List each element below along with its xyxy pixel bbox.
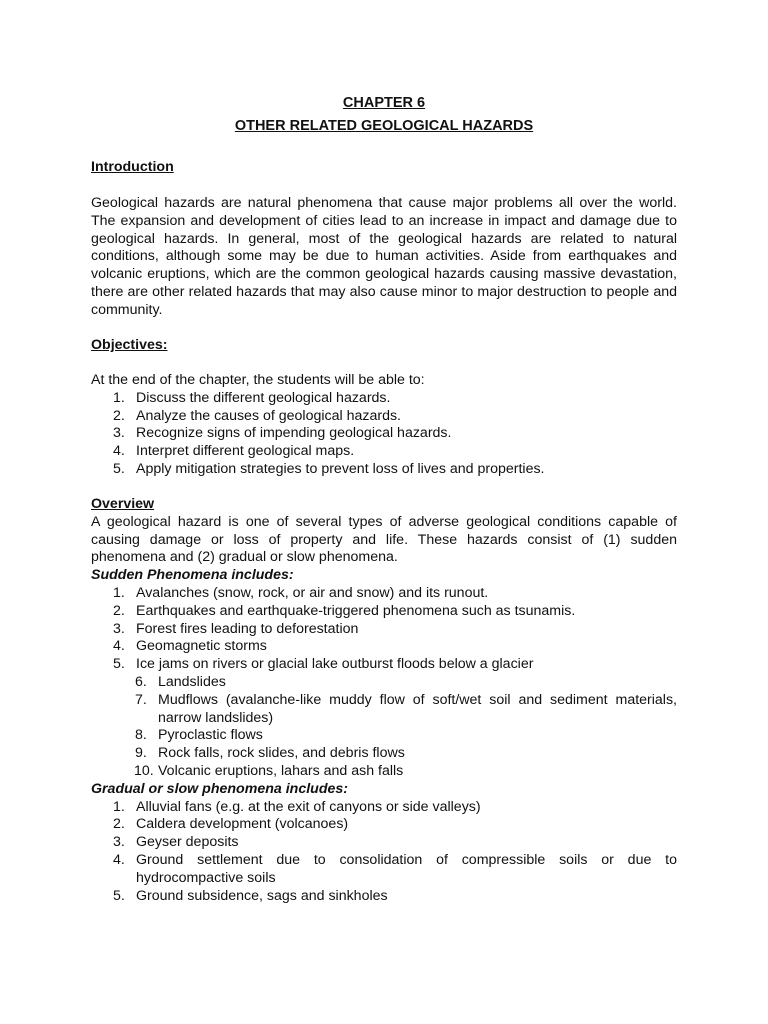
introduction-paragraph: Geological hazards are natural phenomena that cause major problems all over the world. The expansion and development of cities lead to an increase in impact and damage due to geological hazards. In general, most of the geological hazards are related to natural conditions, although some may be due to human activities. Aside from earthquakes and volcanic eruptions, which are the common geological hazards causing massive devastation, there are other related hazards that may also cause minor to major destruction to people and community. [91, 195, 677, 318]
overview-section [91, 496, 677, 905]
objectives-section [91, 372, 677, 479]
list-item [91, 425, 677, 443]
list-item [91, 390, 677, 408]
overview-paragraph: A geological hazard is one of several types of adverse geological conditions capable of causing damage or loss of property and life. These hazards consist of (1) sudden phenomena and (2) gradual or slow phenomena. [91, 513, 677, 566]
list-number: 5. [113, 656, 125, 673]
list-number: 6. [135, 673, 147, 690]
list-item [91, 834, 677, 852]
list-text: Ground settlement due to consolidation of compressible soils or due to hydrocompactive soils [136, 851, 677, 886]
list-text: Analyze the causes of geological hazards. [136, 407, 401, 424]
list-number: 3. [113, 425, 125, 442]
list-item [91, 656, 677, 674]
list-text: Volcanic eruptions, lahars and ash falls [158, 762, 404, 779]
list-text: Discuss the different geological hazards. [136, 389, 391, 406]
objectives-lead: At the end of the chapter, the students will be able to: [91, 372, 425, 388]
list-number: 1. [113, 389, 125, 406]
gradual-phenomena-list [91, 799, 677, 906]
list-text: Rock falls, rock slides, and debris flows [158, 745, 405, 762]
chapter-title: OTHER RELATED GEOLOGICAL HAZARDS [234, 118, 534, 134]
list-item [91, 674, 677, 692]
list-text: Pyroclastic flows [158, 727, 263, 744]
list-text: Forest fires leading to deforestation [136, 620, 359, 637]
introduction-heading-text: Introduction [91, 159, 174, 175]
list-text: Geomagnetic storms [136, 638, 267, 655]
list-text: Mudflows (avalanche-like muddy flow of soft/wet soil and sediment materials, narrow landslides) [158, 691, 677, 726]
list-item [91, 727, 677, 745]
list-number: 5. [113, 460, 125, 477]
list-number: 3. [113, 620, 125, 637]
list-item [91, 443, 677, 461]
list-number: 4. [113, 443, 125, 460]
list-number: 1. [113, 584, 125, 601]
list-text: Ground subsidence, sags and sinkholes [136, 887, 388, 904]
list-number: 2. [113, 816, 125, 833]
list-item [91, 816, 677, 834]
list-item [91, 852, 677, 888]
list-text: Recognize signs of impending geological hazards. [136, 425, 452, 442]
list-item [91, 745, 677, 763]
list-text: Apply mitigation strategies to prevent loss of lives and properties. [136, 460, 545, 477]
list-text: Interpret different geological maps. [136, 443, 355, 460]
list-number: 3. [113, 834, 125, 851]
list-item [91, 763, 677, 781]
overview-heading-text: Overview [91, 496, 155, 512]
list-text: Caldera development (volcanoes) [136, 816, 349, 833]
list-item [91, 621, 677, 639]
list-item [91, 461, 677, 479]
list-item [91, 799, 677, 817]
list-item [91, 408, 677, 426]
introduction-heading [91, 159, 677, 177]
list-number: 9. [135, 745, 147, 762]
list-number: 2. [113, 407, 125, 424]
sudden-phenomena-list-indented [91, 674, 677, 781]
gradual-phenomena-heading: Gradual or slow phenomena includes: [91, 780, 348, 797]
chapter-number: CHAPTER 6 [342, 95, 426, 111]
list-number: 4. [113, 851, 125, 868]
list-text: Avalanches (snow, rock, or air and snow) and its runout. [136, 584, 489, 601]
list-number: 10. [134, 762, 154, 779]
list-number: 2. [113, 602, 125, 619]
list-item [91, 888, 677, 906]
list-number: 1. [113, 798, 125, 815]
list-number: 5. [113, 887, 125, 904]
list-number: 4. [113, 638, 125, 655]
objectives-list [91, 390, 677, 479]
list-item [91, 603, 677, 621]
list-text: Ice jams on rivers or glacial lake outburst floods below a glacier [136, 656, 534, 673]
list-item [91, 638, 677, 656]
list-text: Earthquakes and earthquake-triggered phenomena such as tsunamis. [136, 602, 576, 619]
overview-heading [91, 496, 677, 514]
objectives-heading-text: Objectives: [91, 337, 168, 353]
list-number: 7. [135, 691, 147, 708]
list-text: Geyser deposits [136, 834, 239, 851]
list-item [91, 692, 677, 728]
sudden-phenomena-heading: Sudden Phenomena includes: [91, 567, 294, 584]
list-text: Alluvial fans (e.g. at the exit of canyons or side valleys) [136, 798, 481, 815]
objectives-heading [91, 337, 677, 355]
sudden-phenomena-list [91, 585, 677, 674]
list-item [91, 585, 677, 603]
list-text: Landslides [158, 673, 226, 690]
list-number: 8. [135, 727, 147, 744]
